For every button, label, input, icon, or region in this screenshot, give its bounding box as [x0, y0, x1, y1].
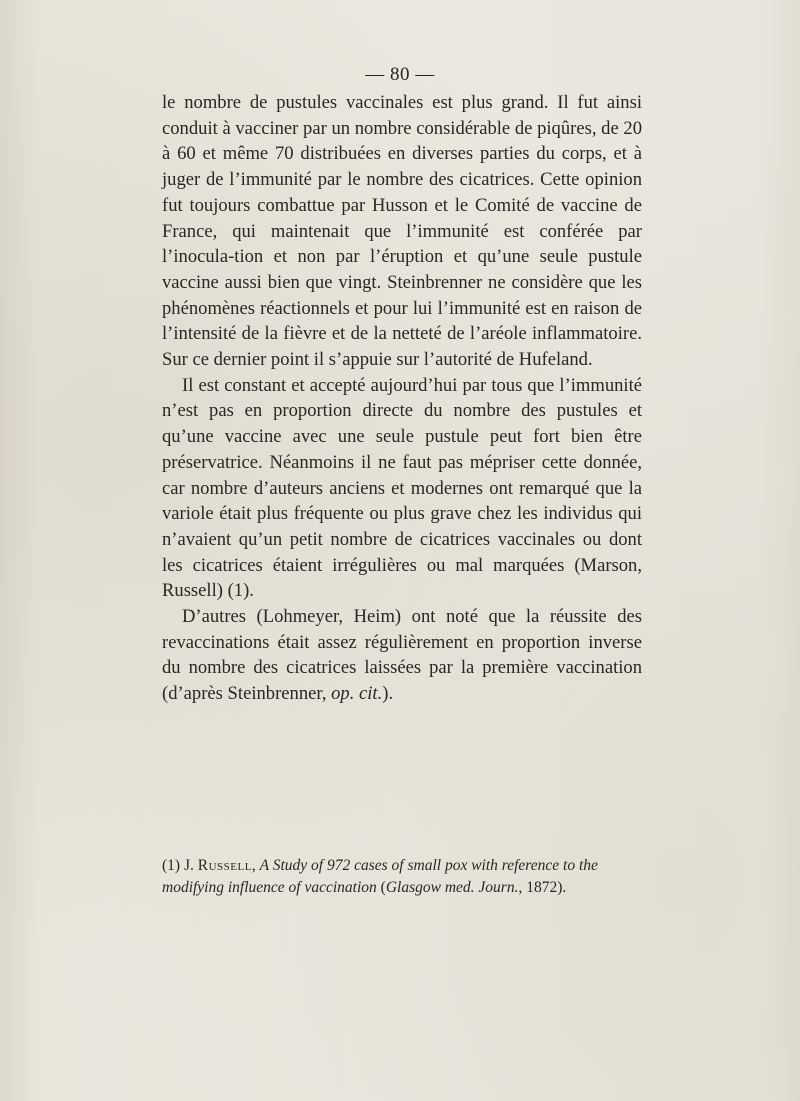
paragraph-3-text: D’autres (Lohmeyer, Heim) ont noté que la réussite des revaccinations était assez régulièrement en proportion inverse du nombre des cicatrices laissées par la première vaccination (d’après Steinbrenner,	[162, 606, 642, 705]
paragraph-3-end: ).	[382, 683, 394, 705]
paragraph-3-citation: op. cit.	[331, 683, 383, 705]
footnote-journal: Glasgow med. Journ.	[385, 879, 519, 896]
page-number: — 80 —	[365, 64, 435, 85]
footnote-mid: (	[376, 879, 386, 896]
footnote-end: , 1872).	[518, 879, 567, 896]
footnote-separator: ,	[251, 857, 260, 874]
paragraph-2: Il est constant et accepté aujourd’hui par tous que l’immunité n’est pas en proportion directe du nombre des pustules et qu’une vaccine avec une seule pustule peut fort bien être préservatrice. Néanmoins il ne faut pas mépriser cette donnée, car nombre d’auteurs anciens et modernes ont remarqué que la variole était plus fréquente ou plus grave chez les individus qui n’avaient qu’un petit nombre de cicatrices vaccinales ou dont les cicatrices étaient irrégulières ou mal marquées (Marson, Russell) (1).	[162, 374, 642, 602]
paragraph-3	[162, 604, 642, 707]
footnote-marker: (1) J.	[162, 857, 198, 874]
footnote	[162, 855, 642, 899]
footnote-title: A Study of 972 cases of small pox with reference to the modifying influence of vaccination	[162, 857, 598, 896]
footnote-text	[162, 855, 642, 899]
paragraph-1: le nombre de pustules vaccinales est plus grand. Il fut ainsi conduit à vacciner par un nombre considérable de piqûres, de 20 à 60 et même 70 distribuées en diverses parties du corps, et à juger de l’immunité par le nombre des cicatrices. Cette opinion fut toujours combattue par Husson et le Comité de vaccine de France, qui maintenait que l’immunité est conférée par l’inocula-tion et non par l’éruption et qu’une seule pustule vaccine aussi bien que vingt. Steinbrenner ne considère que les phénomènes réactionnels et pour lui l’immunité est en raison de l’intensité de la fièvre et de la netteté de l’aréole inflammatoire. Sur ce dernier point il s’appuie sur l’autorité de Hufeland.	[162, 92, 642, 371]
body-text	[162, 90, 642, 707]
footnote-author: Russell	[197, 857, 252, 874]
